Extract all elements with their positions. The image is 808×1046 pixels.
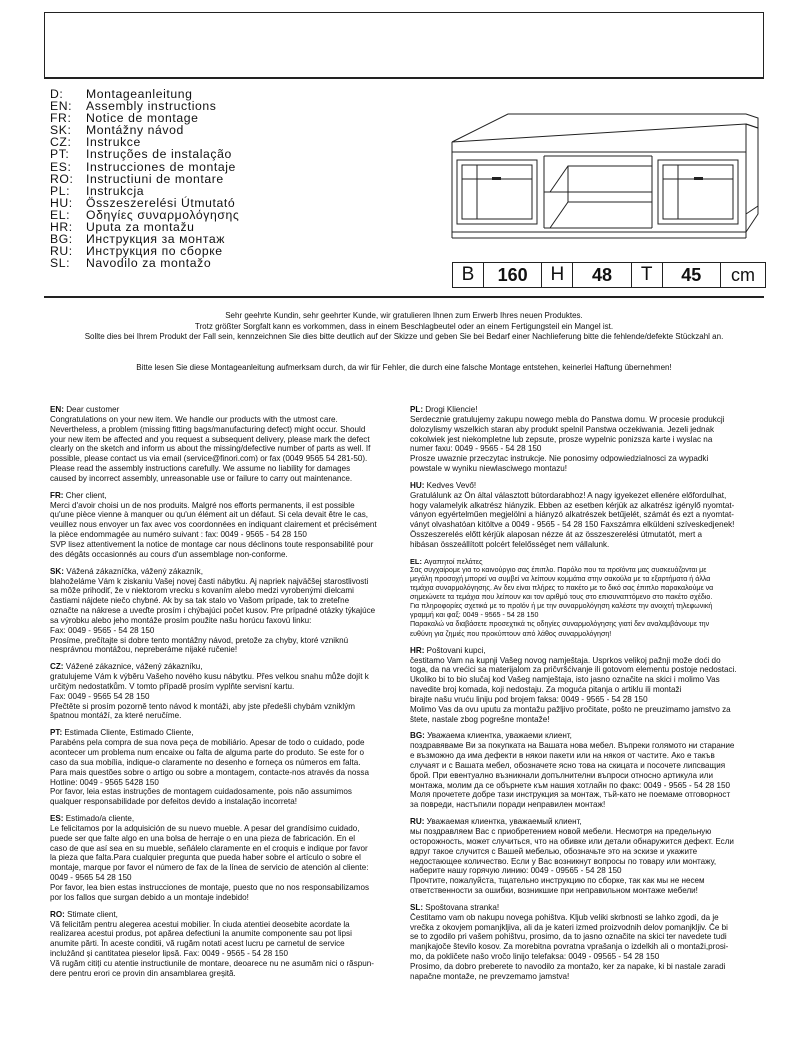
section-code: FR: — [50, 490, 64, 500]
section-text-line: Por favor, lea bien estas instrucciones de montaje, puesto que no nos responsabilizamos — [50, 882, 369, 892]
section-code: PT: — [50, 728, 63, 738]
language-label: Instrucciones de montaje — [86, 159, 236, 174]
section-text-line: Molimo Vas da ovu uputu za montažu pažljivo pročitate, pošto ne preuzimamo jamstvo za — [410, 704, 731, 714]
section-text-line: dolozylismy wszelkich staran aby produkt spelnil Panstwa oczekiwania. Jezeli jednak — [410, 424, 715, 434]
language-section — [410, 646, 760, 725]
section-text-line: napačne montaže, ne prevzemamo jamstva! — [410, 971, 570, 981]
section-header — [50, 814, 400, 824]
top-rule — [44, 77, 764, 79]
section-text-line: špatnou montáží, za které neručíme. — [50, 711, 182, 721]
intro-line: Sehr geehrte Kundin, sehr geehrter Kunde, wir gratulieren Ihnen zum Erwerb Ihres neuen Produktes. — [225, 311, 583, 320]
section-greeting: Vážená zákazníčka, vážený zákazník, — [63, 566, 203, 576]
section-text-line: ványon egyértelműen megjelölni a hiányzó alkatrészek betűjelét, számát és ezt a nyomtat- — [410, 510, 734, 520]
section-text-line: dere pentru erori ce provin din ansamblarea greșită. — [50, 968, 236, 978]
section-text-line: hibásan összeállított polcért felelősséget nem vállalunk. — [410, 539, 610, 549]
section-text-line: your new item be affected and you request a subsequent delivery, please mark the defect — [50, 434, 370, 444]
section-text-line: Prosze uwaznie przeczytac instrukcje. Nie ponosimy odpowiedzialnosci za wypadki — [410, 454, 709, 464]
section-text-line: Serdecznie gratulujemy zakupu nowego mebla do Panstwa domu. W procesie produkcji — [410, 414, 725, 424]
language-code: HR: — [50, 220, 73, 235]
section-text-line: Για πληροφορίες σχετικά με το προϊόν ή με την συναρμολόγηση καλέστε την ανοιχτή τηλεφωνική — [410, 602, 713, 611]
section-text-line: Merci d'avoir choisi un de nos produits. Malgré nos efforts permanents, il est possible — [50, 500, 355, 510]
section-greeting: Estimado/a cliente, — [63, 814, 135, 824]
dimensions-box — [452, 262, 766, 288]
section-text-line: acontecer um problema num encaixe ou falta de alguma parte do produto. Se este for o — [50, 748, 365, 757]
section-text-line: Por favor, leia estas instruções de montagem cuidadosamente, pois não assumimos — [50, 787, 352, 797]
section-text-line: Моля прочетете добре тази инструкция за монтаж, тъй-като не поемаме отговорност — [410, 790, 731, 800]
section-code: EL: — [410, 556, 422, 566]
language-section — [50, 814, 400, 903]
section-text-line: montaje, marque por favor el número de fax de la línea de servicio de atención al cliente: — [50, 863, 369, 873]
section-text-line: čestitamo Vam na kupnji Vašeg novog namještaja. Usprkos velikoj pažnji može doći do — [410, 655, 721, 665]
section-text-line: realizarea acestui produs, pot apărea defectiuni la anumite componente sau pot lipsi — [50, 929, 352, 939]
section-text-line: случаят и с Вашата мебел, обозначете ясно това на скицата и посочете липсващия — [410, 760, 726, 770]
section-code: CZ: — [50, 662, 64, 672]
language-label: Montážny návod — [86, 123, 184, 138]
section-greeting: Уважаемая клиентка, уважаемый клиент, — [424, 817, 582, 827]
language-label: Instructiuni de montare — [86, 171, 224, 186]
height-label: H — [542, 263, 573, 287]
section-greeting: Kedves Vevő! — [424, 480, 477, 490]
language-section — [50, 405, 400, 484]
section-text-line: caused by incorrect assembly, unreasonable use or failure to carry out maintenance. — [50, 473, 353, 483]
language-code: BG: — [50, 232, 73, 247]
section-text-line: puede ser que falte algo en una bolsa de herraje o en una pieza de fabricación. En el — [50, 833, 356, 843]
language-section — [50, 662, 400, 721]
language-section — [410, 903, 760, 982]
section-text-line: nesprávnou montážou, nepreberáme nijaké ručenie! — [50, 645, 238, 655]
section-text-line: наберите нашу горячую линию: 0049 - 09565 - 54 28 150 — [410, 866, 622, 876]
section-text-line: ευθύνη για ζημιές που προκύπτουν από λάθος συναρμολόγηση! — [410, 629, 612, 638]
section-text-line: mo, da pokličete našo vročo linijo telefaksa: 0049 - 09565 - 54 28 150 — [410, 952, 660, 962]
language-section — [410, 557, 760, 639]
section-header — [50, 405, 400, 415]
section-code: HU: — [410, 480, 425, 490]
section-text-line: поздравяваме Ви за покупката на Вашата нова мебел. Въпреки голямото ни старание — [410, 741, 735, 751]
section-text-line: Přečtěte si prosím pozorně tento návod k montáži, aby jste předešli chybám vzniklým — [50, 701, 356, 711]
section-text-line: se to zgodilo pri vašem pohištvu, prosimo, da to jasno označite na skici ter navedete tudi — [410, 932, 727, 942]
section-text-line: Vă felicităm pentru alegerea acestui mobilier. În ciuda atentiei deosebite acordate la — [50, 919, 350, 929]
section-header — [410, 405, 760, 415]
language-label: Navodilo za montažo — [86, 256, 212, 271]
language-row — [50, 173, 310, 185]
mid-rule — [44, 296, 764, 298]
section-greeting: Estimada Cliente, Estimado Cliente, — [62, 728, 194, 738]
section-text-line: clearly on the sketch and inform us about the missing/defective number of parts as well. If — [50, 444, 371, 454]
section-text-line: Vă rugăm citiți cu atentie instructiunile de montare, deoarece nu ne asumăm nici o răspun- — [50, 958, 374, 968]
section-text-line: ványt olvashatóan kitöltve a 0049 - 9565 - 54 28 150 Faxszámra elküldeni szíveskedjenek! — [410, 520, 735, 530]
section-code: RU: — [410, 817, 425, 827]
section-greeting: Spoštovana stranka! — [423, 902, 500, 912]
section-text-line: veuillez nous envoyer un fax avec vos coordonnées en indiquant clairement et précisément — [50, 520, 377, 530]
section-text-line: blahoželáme Vám k ziskaniu Vašej novej časti nábytku. Aj napriek najväčšej starostlivosti — [50, 576, 369, 586]
section-header — [410, 557, 760, 566]
section-text-line: вдруг такое случится с Вашей мебелью, обозначьте это на эскизе и укажите — [410, 846, 698, 856]
section-header — [410, 646, 760, 656]
section-text-line: Σας συγχαίρομε για το καινούργιο σας έπιπλο. Παρόλο που τα προϊόντα μας συσκευάζονται με — [410, 565, 707, 574]
intro-line: Sollte dies bei Ihrem Produkt der Fall sein, kennzeichnen Sie dies bitte deutlich auf der Skizze und geben Sie bei Bedarf einer Nachlieferung bitte die fehlende/defekte Stückzahl an. — [84, 332, 724, 341]
language-section — [410, 817, 760, 896]
language-label: Инструкция по сборке — [86, 244, 223, 259]
section-text-line: Parabéns pela compra de sua nova peça de mobiliário. Apesar de todo o cuidado, pode — [50, 738, 365, 748]
section-text-line: мы поздравляем Вас с приобретением новой мебели. Несмотря на предельную — [410, 827, 712, 836]
section-text-line: gratulujeme Vám k výběru Vašeho nového kusu nábytku. Přes velkou snahu může dojít k — [50, 672, 369, 682]
section-header — [410, 903, 760, 913]
language-list — [50, 88, 310, 269]
section-header — [410, 731, 760, 741]
section-text-line: sa môže prihodiť, že v niektorom vrecku s kovaním alebo medzi vyrobenými dielcami — [50, 586, 354, 596]
section-text-line: брой. При евентуално възникнали допълнителни въпроси относно артикула или — [410, 770, 713, 780]
section-header — [50, 728, 400, 738]
section-greeting: Cher client, — [63, 490, 107, 500]
section-text-line: Nevertheless, a problem (missing fitting bags/manufacturing defect) might occur. Should — [50, 424, 366, 434]
section-text-line: navedite broj komada, koji nedostaju. Za moguća pitanja o artiklu ili montaži — [410, 685, 682, 695]
unit-label: cm — [730, 264, 755, 285]
language-code: EL: — [50, 207, 71, 222]
language-code: ES: — [50, 159, 72, 174]
section-code: ES: — [50, 814, 64, 824]
section-text-line: toga, da na vrećici sa materijalom za pričvršćivanje ili gotovom elementu postoje nedostaci. — [410, 665, 737, 675]
language-code: PL: — [50, 183, 71, 198]
section-text-line: qualquer responsabilidade por defeitos devido a instalação incorreta! — [50, 797, 298, 807]
section-text-line: anumite părti. În aceste conditii, vă rugăm notati acest lucru pe carnetul de service — [50, 939, 345, 949]
language-code: RU: — [50, 244, 73, 259]
language-label: Инструкция за монтаж — [86, 232, 226, 247]
section-greeting: Vážené zákaznice, vážený zákazníku, — [63, 662, 203, 672]
section-text-line: Please read the assembly instructions carefully. We assume no liability for damages — [50, 464, 351, 474]
language-label: Instrukcja — [86, 183, 145, 198]
section-header — [410, 817, 760, 827]
section-text-line: Le felicitamos por la adquisición de su nuevo mueble. A pesar del grandísimo cuidado, — [50, 823, 360, 833]
language-section — [410, 481, 760, 550]
section-code: HR: — [410, 645, 425, 655]
language-code: SK: — [50, 123, 72, 138]
language-section — [410, 731, 760, 810]
section-text-line: Παρακαλώ να διαβάσετε προσεχτικά τις οδηγίες συναρμολόγησης γιατί δεν αναλαμβάνουμε την — [410, 620, 710, 629]
language-label: Assembly instructions — [86, 99, 217, 114]
section-code: RO: — [50, 909, 65, 919]
section-header — [50, 910, 400, 920]
language-row — [50, 148, 310, 160]
section-text-line: hogy valamelyik alkatrész hiányzik. Ebben az esetben kérjük az alkatrész igénylő nyomtat- — [410, 500, 735, 510]
section-text-line: la pièce endommagée au numéro suivant : fax: 0049 - 9565 - 54 28 150 — [50, 530, 307, 540]
liability-note: Bitte lesen Sie diese Montageanleitung aufmerksam durch, da wir für Fehler, die durch eine falsche Montage entstehen, keinerlei Haftung übernehmen! — [136, 363, 672, 372]
section-text-line: la pieza que falta.Para cualquier pregunta que pueda haber sobre el artículo o sobre el — [50, 853, 361, 863]
section-text-line: určitým nedostatkům. V tomto případě prosím vyplňte servisní kartu. — [50, 681, 295, 691]
section-text-line: častiami nájdete niečo chybné. Ak by sa tak stalo vo Vašom prípade, tak to zreteľne — [50, 596, 350, 606]
section-text-line: cokolwiek jest niekompletne lub zepsute, prosze wypelnic ponizsza karte i wyslac na — [410, 434, 713, 444]
section-greeting: Poštovani kupci, — [424, 645, 486, 655]
section-text-line: τεμάχια συναρμολόγησης. Αν δεν είναι πλήρες το πακέτο με το δικό σας έπιπλο παρακαλούμε να — [410, 584, 714, 593]
section-greeting: Αγαπητοί πελάτες — [421, 556, 483, 566]
language-label: Uputa za montažu — [86, 220, 195, 235]
language-label: Οδηγίες συναρμολόγησης — [86, 207, 240, 222]
section-text-line: manjkajoče število kosov. Za morebitna povratna vprašanja o izdelkih ali o montaži,prosi- — [410, 942, 729, 952]
section-text-line: Prosíme, prečítajte si dobre tento montážny návod, pretože za chyby, ktoré vzniknú — [50, 635, 349, 645]
section-text-line: qu'une pièce vienne à manquer ou qu'un élément ait un défaut. Si cela devait être le cas, — [50, 510, 369, 520]
section-text-line: numer faxu: 0049 - 9565 - 54 28 150 — [410, 444, 542, 454]
section-text-line: SVP lisez attentivement la notice de montage car nous déclinons toute responsabilité pour — [50, 539, 374, 549]
language-code: EN: — [50, 99, 73, 114]
section-text-line: por los fallos que surgan debido a un montaje indebido! — [50, 892, 249, 902]
section-text-line: за повреди, настъпили поради неправилен монтаж! — [410, 800, 606, 810]
section-text-line: осторожность, может случиться, что на обивке или детали обнаружится дефект. Если — [410, 836, 734, 846]
section-header — [410, 481, 760, 491]
language-code: FR: — [50, 111, 72, 126]
language-section — [50, 567, 400, 656]
header-blank-box — [44, 12, 764, 78]
section-code: SK: — [50, 566, 64, 576]
section-text-line: štete, nastale zbog pogrešne montaže! — [410, 714, 550, 724]
left-column — [50, 405, 400, 986]
language-label: Notice de montage — [86, 111, 199, 126]
section-text-line: γραμμή και φαξ: 0049 - 9565 - 54 28 150 — [410, 611, 539, 620]
section-code: SL: — [410, 902, 424, 912]
section-greeting: Уважаема клиентка, уважаеми клиент, — [424, 731, 572, 741]
section-code: BG: — [410, 731, 425, 741]
tv-cabinet-drawing — [446, 104, 766, 254]
section-text-line: caso da sua mobília, indique-o claramente no desenho e forneça os números em falta. — [50, 757, 361, 767]
section-text-line: sa výrobku alebo jeho montáže prosím použite našu horúcu faxovú linku: — [50, 615, 312, 625]
right-column — [410, 405, 760, 989]
section-greeting: Drogi Kliencie! — [423, 405, 478, 414]
section-text-line: Ukoliko bi to bio slučaj kod Vašeg namještaja, isto jasno označite na skici i molimo Vas — [410, 675, 720, 685]
section-text-line: caso de que así sea en su mueble, señálelo claramente en el croquis e indique por favor — [50, 843, 368, 853]
section-text-line: des dégâts occasionnés au cours d'un assemblage non-conforme. — [50, 549, 288, 559]
language-row — [50, 161, 310, 173]
section-greeting: Dear customer — [63, 405, 120, 414]
language-section — [50, 491, 400, 560]
section-text-line: монтажа, молим да се обърнете към нашия хотлайн по факс: 0049 - 9565 - 54 28 150 — [410, 780, 730, 790]
language-section — [50, 910, 400, 979]
section-text-line: Čestitamo vam ob nakupu novega pohištva. Kljub veliki skrbnosti se lahko zgodi, da je — [410, 912, 719, 922]
intro-line: Trotz größter Sorgfalt kann es vorkommen, dass in einem Beschlagbeutel oder an einem Fertigungsteil ein Mangel ist. — [194, 321, 614, 331]
section-text-line: Para mais questões sobre o artigo ou sobre a montagem, contacte-nos através da nossa — [50, 767, 369, 777]
section-header — [50, 662, 400, 672]
section-text-line: Прочтите, пожалуйста, тщательно инструкцию по сборке, так как мы не несем — [410, 876, 705, 886]
width-label: B — [453, 263, 484, 287]
section-text-line: vrečka z okovjem pomanjkljiva, ali da je kateri izmed proizvodnih delov pomanjkljiv. Če bi — [410, 922, 728, 932]
language-code: RO: — [50, 171, 74, 186]
language-label: Összeszerelési Útmutató — [86, 195, 236, 210]
section-text-line: birajte našu vruću liniju pod brojem faksa: 0049 - 9565 - 54 28 150 — [410, 694, 648, 704]
section-text-line: Fax: 0049 - 9565 54 28 150 — [50, 691, 150, 701]
language-code: D: — [50, 87, 64, 101]
section-code: PL: — [410, 405, 424, 414]
section-text-line: Gratulálunk az Ön által választott bútordarabhoz! A nagy igyekezet ellenére előfordulhat, — [410, 490, 727, 500]
section-greeting: Stimate client, — [64, 909, 118, 919]
section-text-line: Fax: 0049 - 9565 - 54 28 150 — [50, 625, 155, 635]
section-header — [50, 567, 400, 577]
section-code: EN: — [50, 405, 64, 414]
section-text-line: Hotline: 0049 - 9565 5428 150 — [50, 777, 159, 787]
depth-value: 45 — [663, 263, 721, 287]
section-text-line: е възможно да има дефекти в някои пакети или на някоя от частите. Ако е такъв — [410, 751, 715, 761]
section-text-line: 0049 - 9565 54 28 150 — [50, 873, 132, 883]
language-code: CZ: — [50, 135, 72, 150]
section-text-line: inclużând și cantitatea pieselor lipsă. Fax: 0049 - 9565 - 54 28 150 — [50, 949, 289, 959]
language-section — [410, 405, 760, 474]
intro-text — [44, 311, 764, 343]
language-row — [50, 257, 310, 269]
section-text-line: σημειώνετε τα τεμάχια που λείπουν και τον αριθμό τους στο επισυναπτόμενο στο πακέτο σχέδιο. — [410, 593, 713, 602]
section-text-line: Prosimo, da dobro preberete to navodilo za montažo, ker za napake, ki bi nastale zaradi — [410, 961, 726, 971]
language-label: Montageanleitung — [86, 87, 193, 101]
section-text-line: Összeszerelés előtt kérjük alaposan nézze át az összeszerelési útmutatót, mert a — [410, 530, 702, 540]
section-text-line: Congratulations on your new item. We handle our products with the utmost care. — [50, 414, 338, 424]
section-text-line: μεγάλη προσοχή μπορεί να συμβεί να λείπουν κομμάτια στην σακούλα με τα εξαρτήματα ή άλλα — [410, 575, 711, 583]
language-label: Instruções de instalação — [86, 147, 232, 162]
height-value: 48 — [573, 263, 631, 287]
depth-label: T — [632, 263, 663, 287]
section-text-line: possible, please contact us via email (service@finori.com) or fax (0049 9565 54 281-50). — [50, 454, 368, 464]
language-code: PT: — [50, 147, 70, 162]
section-header — [50, 491, 400, 501]
section-text-line: označte na nákrese a uveďte prosím i chýbajúci počet kusov. Pre prípadné otázky týkajúce — [50, 606, 376, 616]
section-text-line: недостающее количество. Если у Вас возникнут вопросы по товару или монтажу, — [410, 856, 717, 866]
language-section — [50, 728, 400, 807]
section-text-line: ответственности за ошибки, возникшие при неправильном монтаже мебели! — [410, 886, 698, 896]
language-label: Instrukce — [86, 135, 141, 150]
language-code: SL: — [50, 256, 71, 271]
language-code: HU: — [50, 195, 73, 210]
section-text-line: powstale w wyniku niewlasciwego montazu! — [410, 464, 568, 474]
width-value: 160 — [484, 263, 542, 287]
